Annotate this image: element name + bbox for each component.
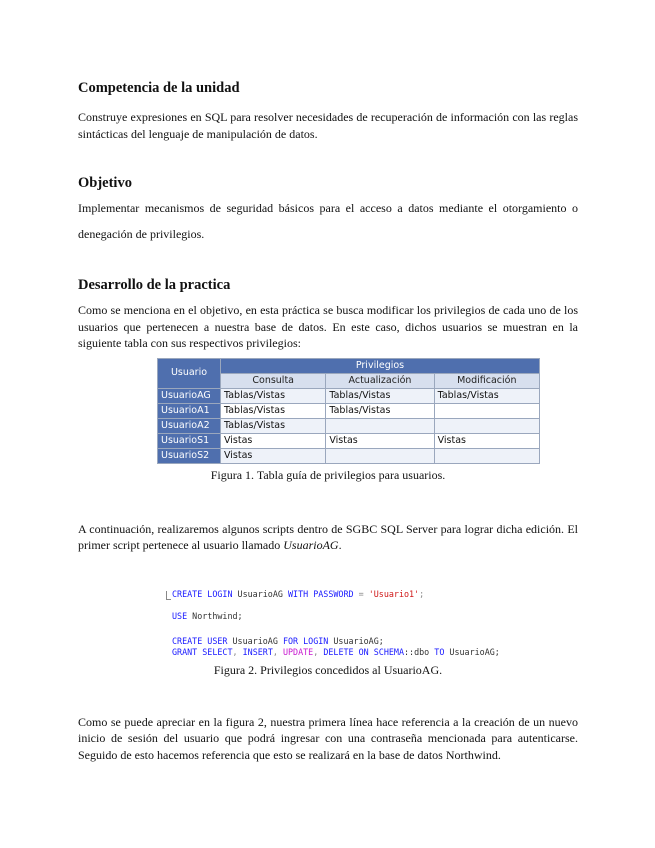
continuacion-user-name: UsuarioAG [283,538,339,552]
code-line-create-user: CREATE USER UsuarioAG FOR LOGIN UsuarioAG; [172,635,384,646]
code-line-grant: GRANT SELECT, INSERT, UPDATE, DELETE ON SCHEMA::dbo TO UsuarioAG; [172,646,500,657]
subheader-consulta: Consulta [221,373,326,388]
cell-modificacion: Vistas [434,433,539,448]
paragraph-objetivo-line1: Implementar mecanismos de seguridad básicos para el acceso a datos mediante el otorgamiento o [78,201,578,215]
cell-user: UsuarioA1 [158,403,221,418]
continuacion-text: A continuación, realizaremos algunos scripts dentro de SGBC SQL Server para lograr dicha edición. El primer script pertenece al usuario llamado [78,521,578,552]
table-row [158,403,540,418]
table-row [158,418,540,433]
collapse-marker-icon [166,591,171,600]
cell-consulta: Vistas [221,433,326,448]
paragraph-continuacion [78,521,578,554]
paragraph-apreciar: Como se puede apreciar en la figura 2, nuestra primera línea hace referencia a la creación de un nuevo inicio de sesión del usuario que podrá ingresar con una contraseña mencionada para autenticarse. Seguido de esto hacemos referencia que esto se realizará en la base de datos Northwind. [78,714,578,762]
cell-actualizacion: Tablas/Vistas [326,403,434,418]
document-content [78,76,578,763]
heading-desarrollo: Desarrollo de la practica [78,277,231,293]
continuacion-end: . [338,538,342,552]
table-row [158,433,540,448]
cell-modificacion [434,418,539,433]
cell-modificacion: Tablas/Vistas [434,388,539,403]
paragraph-competencia: Construye expresiones en SQL para resolver necesidades de recuperación de información con las reglas sintácticas del lenguaje de manipulación de datos. [78,110,578,141]
subheader-modificacion: Modificación [434,373,539,388]
subheader-actualizacion: Actualización [326,373,434,388]
heading-competencia: Competencia de la unidad [78,80,240,96]
cell-actualizacion [326,418,434,433]
header-usuario: Usuario [158,358,221,388]
cell-modificacion [434,403,539,418]
table-row [158,388,540,403]
table-header-row [158,358,540,373]
figure-2-caption: Figura 2. Privilegios concedidos al UsuarioAG. [213,662,443,677]
cell-user: UsuarioAG [158,388,221,403]
paragraph-desarrollo: Como se menciona en el objetivo, en esta práctica se busca modificar los privilegios de cada uno de los usuarios que pertenecen a nuestra base de datos. En este caso, dichos usuarios se muestran en la siguiente tabla con sus respectivos privilegios: [78,303,578,350]
cell-actualizacion: Tablas/Vistas [326,388,434,403]
cell-consulta: Tablas/Vistas [221,403,326,418]
cell-user: UsuarioS2 [158,448,221,463]
cell-modificacion [434,448,539,463]
paragraph-objetivo-line2: denegación de privilegios. [78,226,205,241]
privileges-table [157,358,540,464]
privileges-table-figure [157,358,540,464]
cell-actualizacion [326,448,434,463]
cell-consulta: Tablas/Vistas [221,388,326,403]
cell-consulta: Tablas/Vistas [221,418,326,433]
cell-user: UsuarioS1 [158,433,221,448]
code-line-create-login: CREATE LOGIN UsuarioAG WITH PASSWORD = 'Usuario1'; [172,588,425,599]
cell-consulta: Vistas [221,448,326,463]
heading-objetivo: Objetivo [78,175,132,191]
cell-user: UsuarioA2 [158,418,221,433]
code-line-use: USE Northwind; [172,610,243,621]
figure-1-caption: Figura 1. Tabla guía de privilegios para usuarios. [210,467,446,482]
table-row [158,448,540,463]
header-privilegios: Privilegios [221,358,540,373]
cell-actualizacion: Vistas [326,433,434,448]
sql-code-screenshot [172,589,522,658]
